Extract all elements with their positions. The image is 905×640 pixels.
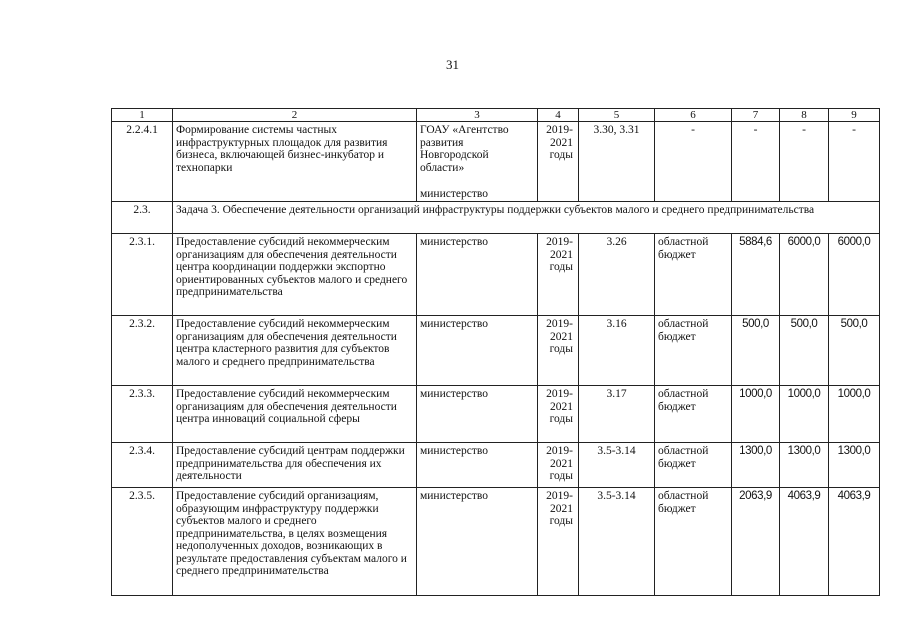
row-source: областной бюджет [655, 443, 732, 488]
row-value-2019: 5884,6 [732, 234, 780, 316]
executor-agency: ГОАУ «Агентство развития Новгородской области» [420, 124, 509, 174]
row-name: Формирование системы частных инфраструктурных площадок для развития бизнеса, включающей бизнес-инкубатор и технопарки [173, 122, 417, 202]
row-name: Предоставление субсидий центрам поддержки предпринимательства для обеспечения их деятельности [173, 443, 417, 488]
row-value-2019: 1000,0 [732, 386, 780, 443]
row-value-2021: 500,0 [829, 316, 880, 386]
row-name: Предоставление субсидий некоммерческим организациям для обеспечения деятельности центра кластерного развития для субъектов малого и среднего предпринимательства [173, 316, 417, 386]
row-value-2020: 4063,9 [780, 488, 829, 596]
task-title: Задача 3. Обеспечение деятельности организаций инфраструктуры поддержки субъектов малого и среднего предпринимательства [173, 202, 880, 234]
table-row [112, 386, 880, 443]
row-value-2019: 1300,0 [732, 443, 780, 488]
row-source: областной бюджет [655, 234, 732, 316]
row-value-2021: - [829, 122, 880, 202]
row-period: 2019-2021 годы [538, 122, 579, 202]
row-source: - [655, 122, 732, 202]
table-row [112, 316, 880, 386]
row-value-2021: 1300,0 [829, 443, 880, 488]
row-name: Предоставление субсидий некоммерческим организациям для обеспечения деятельности центра координации поддержки экспортно ориентированных субъектов малого и среднего предпринимательства [173, 234, 417, 316]
row-indicators: 3.17 [579, 386, 655, 443]
column-header: 7 [732, 109, 780, 122]
column-header: 3 [417, 109, 538, 122]
row-value-2019: - [732, 122, 780, 202]
row-value-2021: 1000,0 [829, 386, 880, 443]
row-name: Предоставление субсидий организациям, образующим инфраструктуру поддержки субъектов малого и среднего предпринимательства, в целях возмещения недополученных доходов, возникающих в результате предоставления субъектам малого и среднего предпринимательства [173, 488, 417, 596]
page-number: 31 [446, 57, 459, 72]
row-value-2020: 1300,0 [780, 443, 829, 488]
row-value-2020: - [780, 122, 829, 202]
task-row [112, 202, 880, 234]
row-executor: министерство [417, 234, 538, 316]
row-indicators: 3.5-3.14 [579, 488, 655, 596]
table-row [112, 122, 880, 202]
row-period: 2019-2021 годы [538, 316, 579, 386]
row-source: областной бюджет [655, 316, 732, 386]
row-indicators: 3.5-3.14 [579, 443, 655, 488]
row-id: 2.3.1. [112, 234, 173, 316]
row-period: 2019-2021 годы [538, 443, 579, 488]
column-header: 4 [538, 109, 579, 122]
row-indicators: 3.30, 3.31 [579, 122, 655, 202]
row-source: областной бюджет [655, 488, 732, 596]
row-value-2021: 6000,0 [829, 234, 880, 316]
row-value-2019: 500,0 [732, 316, 780, 386]
program-table [111, 108, 880, 596]
row-value-2019: 2063,9 [732, 488, 780, 596]
row-executor: министерство [417, 488, 538, 596]
column-header: 8 [780, 109, 829, 122]
row-period: 2019-2021 годы [538, 386, 579, 443]
row-id: 2.3.2. [112, 316, 173, 386]
row-id: 2.3. [112, 202, 173, 234]
row-executor [417, 122, 538, 202]
row-name: Предоставление субсидий некоммерческим организациям для обеспечения деятельности центра инноваций социальной сферы [173, 386, 417, 443]
column-header: 2 [173, 109, 417, 122]
table-row [112, 443, 880, 488]
row-id: 2.3.4. [112, 443, 173, 488]
row-indicators: 3.26 [579, 234, 655, 316]
row-executor: министерство [417, 443, 538, 488]
row-indicators: 3.16 [579, 316, 655, 386]
row-value-2020: 6000,0 [780, 234, 829, 316]
table-row [112, 488, 880, 596]
column-header: 9 [829, 109, 880, 122]
row-id: 2.3.3. [112, 386, 173, 443]
row-executor: министерство [417, 386, 538, 443]
row-executor: министерство [417, 316, 538, 386]
row-value-2020: 500,0 [780, 316, 829, 386]
column-header: 6 [655, 109, 732, 122]
column-header: 5 [579, 109, 655, 122]
row-id: 2.3.5. [112, 488, 173, 596]
row-period: 2019-2021 годы [538, 488, 579, 596]
row-value-2020: 1000,0 [780, 386, 829, 443]
executor-ministry: министерство [420, 188, 488, 200]
row-value-2021: 4063,9 [829, 488, 880, 596]
row-source: областной бюджет [655, 386, 732, 443]
column-header: 1 [112, 109, 173, 122]
row-period: 2019-2021 годы [538, 234, 579, 316]
table-row [112, 234, 880, 316]
row-id: 2.2.4.1 [112, 122, 173, 202]
column-number-header [112, 109, 880, 122]
